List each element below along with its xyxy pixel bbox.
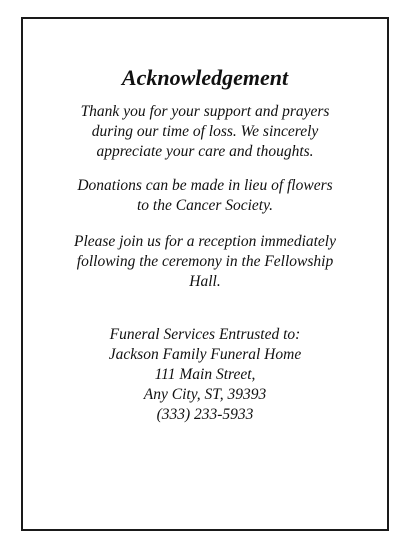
- text-line: (333) 233-5933: [156, 406, 254, 423]
- text-line: Funeral Services Entrusted to:: [109, 326, 301, 343]
- text-line: 111 Main Street,: [154, 366, 256, 383]
- donations-paragraph: [31, 176, 379, 216]
- text-line: Thank you for your support and prayers: [80, 103, 330, 120]
- text-line: Donations can be made in lieu of flowers: [77, 177, 333, 194]
- text-line: to the Cancer Society.: [136, 197, 274, 214]
- text-line: during our time of loss. We sincerely: [91, 123, 319, 140]
- funeral-home-paragraph: [31, 325, 379, 425]
- text-line: Hall.: [189, 273, 221, 290]
- text-line: appreciate your care and thoughts.: [96, 143, 314, 160]
- acknowledgement-card: [21, 17, 389, 531]
- text-line: Any City, ST, 39393: [143, 386, 267, 403]
- text-line: Jackson Family Funeral Home: [108, 346, 302, 363]
- text-line: Please join us for a reception immediately: [73, 233, 336, 250]
- card-title: Acknowledgement: [121, 65, 289, 90]
- text-line: following the ceremony in the Fellowship: [76, 253, 334, 270]
- thank-you-paragraph: [31, 102, 379, 162]
- reception-paragraph: [31, 232, 379, 292]
